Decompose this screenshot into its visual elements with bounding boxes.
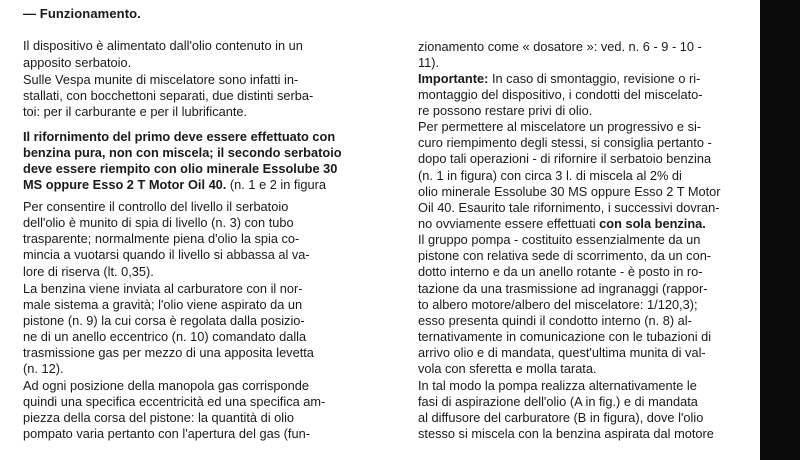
text-run: male sistema a gravità; l'olio viene aspirato da un	[23, 297, 303, 312]
text-line	[23, 297, 302, 313]
bold-text: deve essere riempito con olio minerale Essolube 30	[23, 161, 338, 176]
text-run: quindi una specifica eccentricità ed una specifica am-	[23, 394, 326, 409]
text-run: toi: per il carburante e per il lubrificante.	[23, 104, 248, 119]
text-run: curo riempimento degli stessi, si consiglia pertanto -	[418, 135, 712, 150]
text-line	[23, 72, 298, 88]
scanned-page-edge	[760, 0, 800, 460]
text-line	[23, 264, 154, 280]
text-line	[23, 345, 314, 361]
text-run: (n. 1 in figura) con circa 3 l. di miscela al 2% di	[418, 168, 682, 183]
text-line	[23, 410, 294, 426]
text-run: pistone (n. 9) la cui corsa è regolata dalla posizio-	[23, 313, 305, 328]
text-line	[418, 345, 706, 361]
text-line	[23, 231, 299, 247]
text-run: Sulle Vespa munite di miscelatore sono infatti in-	[23, 72, 299, 87]
text-run: dopo tali operazioni - di rifornire il serbatoio benzina	[418, 151, 712, 166]
text-run: zionamento come « dosatore »: ved. n. 6 - 9 - 10 -	[418, 39, 702, 54]
bold-text: benzina pura, non con miscela; il secondo serbatoio	[23, 145, 342, 160]
text-line	[418, 297, 698, 313]
text-line	[418, 232, 700, 248]
text-run: In tal modo la pompa realizza alternativamente le	[418, 378, 697, 393]
text-run: stallati, con bocchettoni separati, due distinti serba-	[23, 88, 314, 103]
text-run: pistone con relativa sede di scorrimento, da un con-	[418, 248, 712, 263]
text-line	[418, 264, 703, 280]
bold-text: MS oppure Esso 2 T Motor Oil 40.	[23, 177, 227, 192]
text-line	[418, 200, 720, 216]
text-run: fasi di aspirazione dell'olio (A in fig.) e di mandata	[418, 394, 698, 409]
text-line	[23, 38, 303, 54]
text-run: no ovviamente essere effettuati	[418, 216, 600, 231]
text-line	[418, 378, 697, 394]
text-line	[23, 329, 306, 345]
text-line	[23, 361, 64, 377]
text-run: Oil 40. Esaurito tale rifornimento, i successivi dovran-	[418, 200, 720, 215]
text-run: stesso si miscela con la benzina aspirata dal motore	[418, 426, 714, 441]
text-run: Ad ogni posizione della manopola gas corrisponde	[23, 378, 309, 393]
text-run: apposito serbatoio.	[23, 55, 132, 70]
text-run: (n. 12).	[23, 361, 64, 376]
text-run: trasmissione gas per mezzo di una apposita levetta	[23, 345, 314, 360]
bold-text: Il rifornimento del primo deve essere effettuato con	[23, 129, 336, 144]
text-line	[418, 410, 703, 426]
text-line	[23, 177, 326, 193]
text-run: ternativamente in comunicazione con le tubazioni di	[418, 329, 712, 344]
text-run: al diffusore del carburatore (B in figura), dove l'olio	[418, 410, 704, 425]
text-run: dotto interno e da un anello rotante - è posto in ro-	[418, 264, 703, 279]
text-line	[23, 313, 305, 329]
text-run: Per permettere al miscelatore un progressivo e si-	[418, 119, 702, 134]
section-heading: — Funzionamento.	[23, 6, 141, 21]
text-line	[23, 129, 335, 145]
text-line	[23, 55, 131, 71]
text-line	[418, 248, 711, 264]
text-run: vola con sferetta e molla tarata.	[418, 361, 597, 376]
text-run: to albero motore/albero del miscelatore: 1/120,3);	[418, 297, 698, 312]
text-line	[23, 161, 337, 177]
text-line	[23, 199, 288, 215]
text-run: Il dispositivo è alimentato dall'olio contenuto in un	[23, 38, 303, 53]
text-line	[418, 313, 692, 329]
text-run: La benzina viene inviata al carburatore con il nor-	[23, 281, 303, 296]
text-line	[418, 103, 592, 119]
text-run: esso presenta quindi il condotto interno (n. 8) al-	[418, 313, 692, 328]
text-line	[418, 119, 701, 135]
text-line	[418, 71, 700, 87]
text-line	[418, 55, 439, 71]
text-line	[23, 378, 309, 394]
bold-text: Importante:	[418, 71, 489, 86]
bold-text: con sola benzina.	[599, 216, 706, 231]
text-run: 11).	[418, 55, 440, 70]
text-line	[418, 426, 714, 442]
text-line	[23, 88, 313, 104]
text-line	[418, 329, 711, 345]
text-run: Per consentire il controllo del livello il serbatoio	[23, 199, 289, 214]
text-line	[418, 135, 712, 151]
text-line	[23, 426, 310, 442]
text-run: mincia a vuotarsi quando il livello si abbassa al va-	[23, 247, 310, 262]
text-run: dell'olio è munito di spia di livello (n. 3) con tubo	[23, 215, 294, 230]
text-line	[418, 394, 698, 410]
text-run: montaggio del dispositivo, i condotti del miscelato-	[418, 87, 703, 102]
text-run: tazione da una trasmissione ad ingranaggi (rappor-	[418, 281, 708, 296]
text-run: lore di riserva (lt. 0,35).	[23, 264, 154, 279]
text-line	[23, 215, 294, 231]
text-line	[418, 168, 682, 184]
text-line	[23, 394, 325, 410]
text-line	[418, 184, 721, 200]
text-line	[418, 361, 597, 377]
text-line	[418, 216, 706, 232]
text-run: olio minerale Essolube 30 MS oppure Esso 2 T Motor	[418, 184, 721, 199]
text-line	[23, 145, 342, 161]
text-run: re possono restare privi di olio.	[418, 103, 593, 118]
text-line	[418, 151, 711, 167]
text-run: Il gruppo pompa - costituito essenzialmente da un	[418, 232, 701, 247]
text-line	[418, 87, 703, 103]
text-run: (n. 1 e 2 in figura	[226, 177, 326, 192]
text-run: pompato varia pertanto con l'apertura del gas (fun-	[23, 426, 310, 441]
text-line	[23, 104, 247, 120]
text-line	[23, 247, 310, 263]
text-run: arrivo olio e di mandata, quest'ultima munita di val-	[418, 345, 706, 360]
text-line	[418, 39, 702, 55]
text-line	[23, 281, 303, 297]
text-run: piezza della corsa del pistone: la quantità di olio	[23, 410, 295, 425]
text-line	[418, 281, 708, 297]
text-run: In caso di smontaggio, revisione o ri-	[488, 71, 701, 86]
text-run: ne di un anello eccentrico (n. 10) comandato dalla	[23, 329, 307, 344]
text-run: trasparente; normalmente piena d'olio la spia co-	[23, 231, 300, 246]
